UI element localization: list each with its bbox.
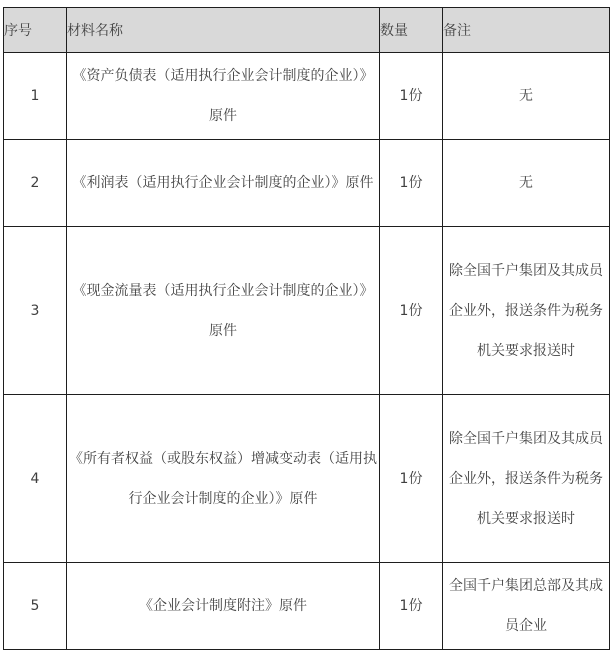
header-no: 序号 — [4, 8, 67, 53]
cell-no: 2 — [4, 140, 67, 227]
cell-no: 5 — [4, 563, 67, 650]
cell-no: 4 — [4, 395, 67, 563]
cell-note: 除全国千户集团及其成员企业外，报送条件为税务机关要求报送时 — [443, 227, 610, 395]
cell-note: 全国千户集团总部及其成员企业 — [443, 563, 610, 650]
table-row — [4, 140, 610, 227]
cell-qty: 1份 — [380, 563, 443, 650]
header-name: 材料名称 — [67, 8, 380, 53]
materials-table — [3, 7, 610, 650]
cell-name: 《企业会计制度附注》原件 — [67, 563, 380, 650]
cell-qty: 1份 — [380, 53, 443, 140]
table-row — [4, 395, 610, 563]
header-note: 备注 — [443, 8, 610, 53]
table-row — [4, 53, 610, 140]
table-header-row — [4, 8, 610, 53]
table-row — [4, 563, 610, 650]
header-qty: 数量 — [380, 8, 443, 53]
cell-note: 无 — [443, 53, 610, 140]
cell-name: 《现金流量表（适用执行企业会计制度的企业）》原件 — [67, 227, 380, 395]
cell-qty: 1份 — [380, 395, 443, 563]
cell-qty: 1份 — [380, 140, 443, 227]
cell-no: 1 — [4, 53, 67, 140]
cell-note: 无 — [443, 140, 610, 227]
cell-no: 3 — [4, 227, 67, 395]
cell-name: 《利润表（适用执行企业会计制度的企业）》原件 — [67, 140, 380, 227]
cell-note: 除全国千户集团及其成员企业外，报送条件为税务机关要求报送时 — [443, 395, 610, 563]
cell-name: 《所有者权益（或股东权益）增减变动表（适用执行企业会计制度的企业）》原件 — [67, 395, 380, 563]
cell-qty: 1份 — [380, 227, 443, 395]
cell-name: 《资产负债表（适用执行企业会计制度的企业）》原件 — [67, 53, 380, 140]
table-row — [4, 227, 610, 395]
